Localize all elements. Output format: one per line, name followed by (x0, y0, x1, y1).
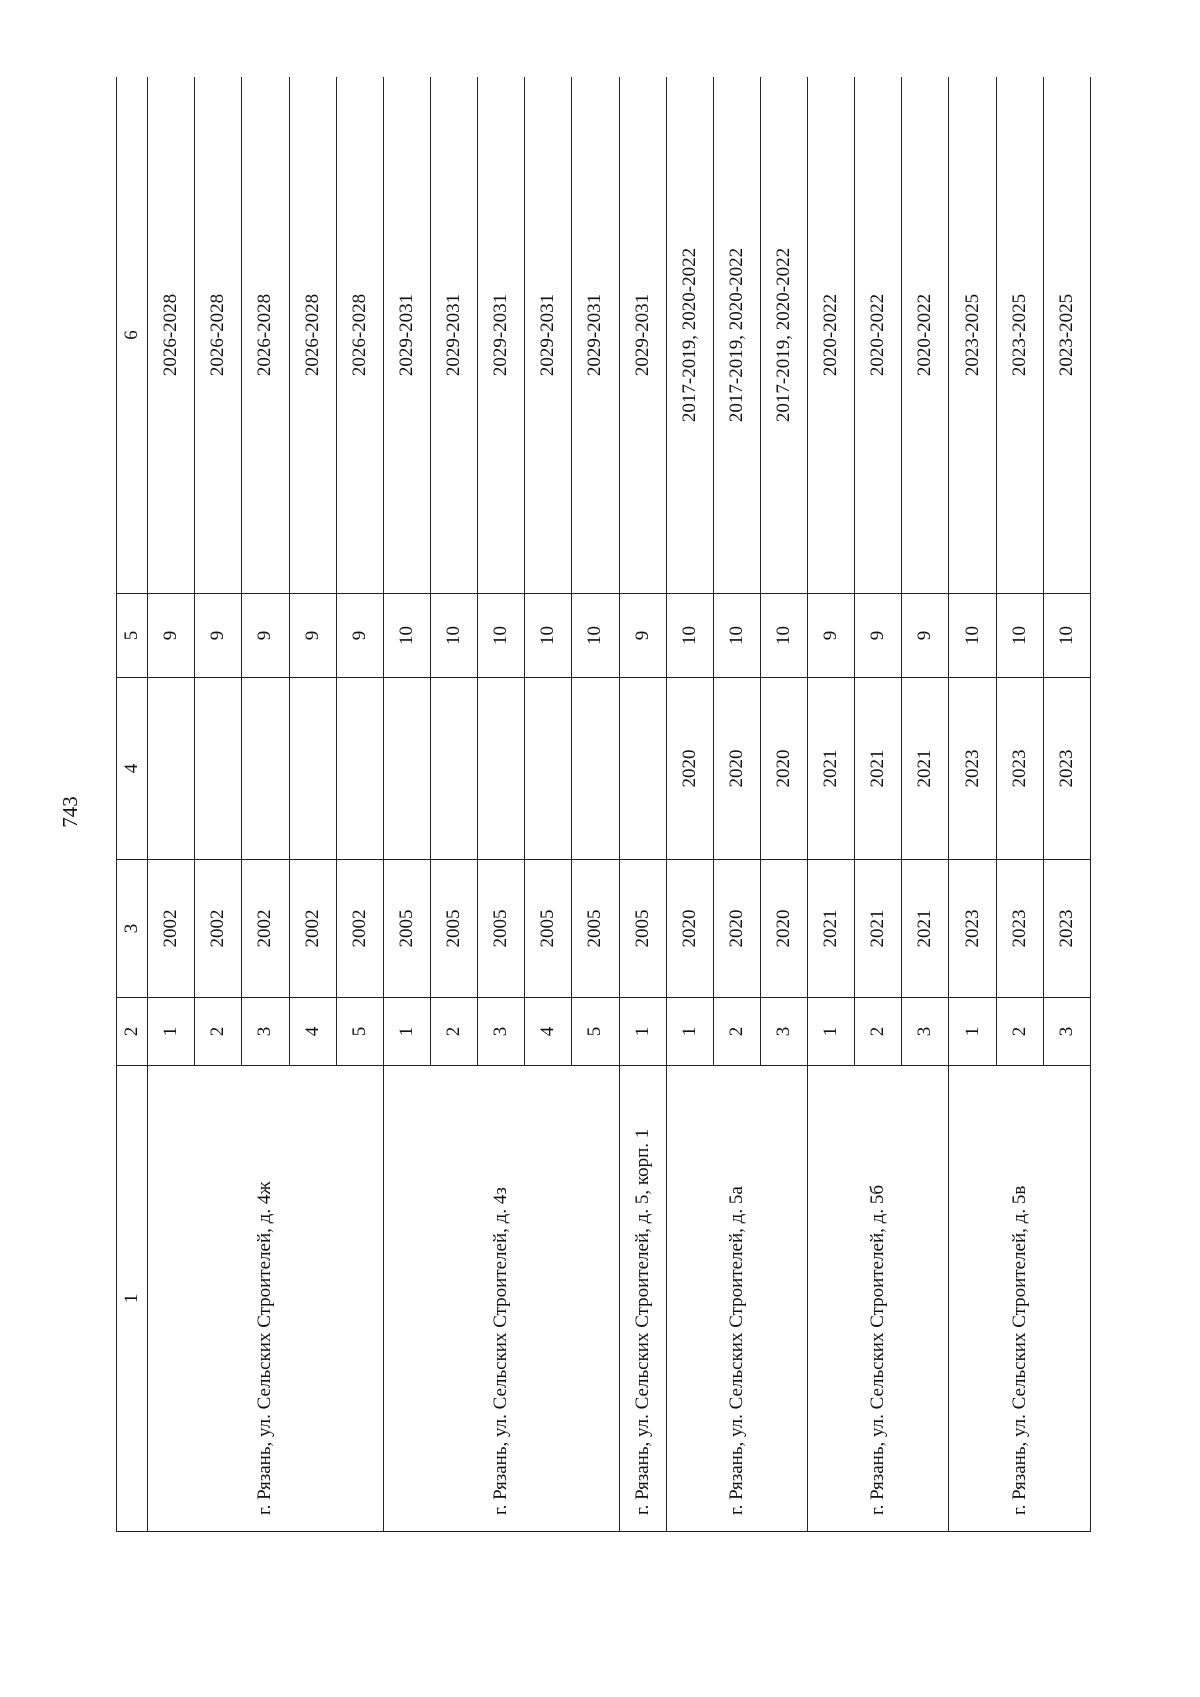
cell-col-3: 2021 (808, 860, 855, 998)
cell-col-3: 2021 (855, 860, 902, 998)
cell-col-4: 2023 (996, 678, 1043, 860)
page-number: 743 (58, 796, 82, 828)
cell-col-4 (242, 678, 289, 860)
cell-col-4: 2021 (855, 678, 902, 860)
cell-col-5: 9 (902, 594, 949, 678)
cell-col-5: 10 (572, 594, 619, 678)
cell-col-6: 2020-2022 (902, 77, 949, 594)
cell-col-4: 2021 (902, 678, 949, 860)
table-row (949, 77, 996, 1532)
address-cell: г. Рязань, ул. Сельских Строителей, д. 5а (666, 1066, 807, 1532)
cell-col-6: 2029-2031 (619, 77, 666, 594)
cell-col-6: 2023-2025 (949, 77, 996, 594)
cell-col-5: 10 (1043, 594, 1090, 678)
cell-col-3: 2020 (713, 860, 760, 998)
address-cell: г. Рязань, ул. Сельских Строителей, д. 5в (949, 1066, 1091, 1532)
address-cell: г. Рязань, ул. Сельских Строителей, д. 5б (808, 1066, 949, 1532)
cell-col-5: 9 (855, 594, 902, 678)
cell-col-4 (148, 678, 195, 860)
cell-col-4 (383, 678, 430, 860)
cell-col-6: 2026-2028 (195, 77, 242, 594)
cell-col-5: 10 (949, 594, 996, 678)
table-row (148, 77, 195, 1532)
cell-col-3: 2005 (478, 860, 525, 998)
cell-col-3: 2005 (572, 860, 619, 998)
cell-col-5: 10 (383, 594, 430, 678)
cell-col-2: 3 (902, 998, 949, 1066)
cell-col-4: 2020 (666, 678, 713, 860)
cell-col-3: 2023 (996, 860, 1043, 998)
column-number-4: 4 (117, 678, 148, 860)
cell-col-2: 5 (572, 998, 619, 1066)
cell-col-6: 2029-2031 (383, 77, 430, 594)
column-number-1: 1 (117, 1066, 148, 1532)
cell-col-3: 2023 (1043, 860, 1090, 998)
cell-col-4: 2023 (1043, 678, 1090, 860)
table-row (808, 77, 855, 1532)
cell-col-2: 1 (666, 998, 713, 1066)
address-cell: г. Рязань, ул. Сельских Строителей, д. 4ж (148, 1066, 384, 1532)
cell-col-2: 5 (336, 998, 383, 1066)
cell-col-2: 2 (713, 998, 760, 1066)
cell-col-4: 2020 (760, 678, 807, 860)
cell-col-5: 9 (242, 594, 289, 678)
cell-col-2: 1 (949, 998, 996, 1066)
cell-col-6: 2026-2028 (289, 77, 336, 594)
cell-col-5: 9 (619, 594, 666, 678)
cell-col-2: 1 (148, 998, 195, 1066)
cell-col-4 (336, 678, 383, 860)
cell-col-5: 10 (760, 594, 807, 678)
address-cell: г. Рязань, ул. Сельских Строителей, д. 5, корп. 1 (619, 1066, 666, 1532)
cell-col-4 (619, 678, 666, 860)
cell-col-5: 10 (666, 594, 713, 678)
cell-col-3: 2005 (430, 860, 477, 998)
address-cell: г. Рязань, ул. Сельских Строителей, д. 4з (383, 1066, 619, 1532)
cell-col-4: 2023 (949, 678, 996, 860)
cell-col-4 (195, 678, 242, 860)
cell-col-4 (525, 678, 572, 860)
cell-col-6: 2017-2019, 2020-2022 (713, 77, 760, 594)
cell-col-2: 1 (808, 998, 855, 1066)
cell-col-2: 2 (430, 998, 477, 1066)
cell-col-6: 2017-2019, 2020-2022 (760, 77, 807, 594)
column-number-6: 6 (117, 77, 148, 594)
cell-col-5: 10 (478, 594, 525, 678)
cell-col-5: 9 (808, 594, 855, 678)
table-row (666, 77, 713, 1532)
cell-col-2: 1 (383, 998, 430, 1066)
cell-col-5: 9 (336, 594, 383, 678)
cell-col-6: 2023-2025 (996, 77, 1043, 594)
cell-col-3: 2020 (666, 860, 713, 998)
cell-col-3: 2023 (949, 860, 996, 998)
cell-col-5: 9 (289, 594, 336, 678)
column-number-5: 5 (117, 594, 148, 678)
cell-col-2: 2 (855, 998, 902, 1066)
cell-col-2: 4 (289, 998, 336, 1066)
cell-col-5: 9 (148, 594, 195, 678)
cell-col-5: 10 (525, 594, 572, 678)
cell-col-6: 2026-2028 (336, 77, 383, 594)
cell-col-5: 10 (996, 594, 1043, 678)
table-row (619, 77, 666, 1532)
cell-col-3: 2005 (525, 860, 572, 998)
cell-col-3: 2020 (760, 860, 807, 998)
cell-col-6: 2029-2031 (525, 77, 572, 594)
cell-col-2: 3 (478, 998, 525, 1066)
cell-col-6: 2026-2028 (242, 77, 289, 594)
cell-col-2: 1 (619, 998, 666, 1066)
cell-col-6: 2029-2031 (430, 77, 477, 594)
cell-col-2: 2 (195, 998, 242, 1066)
cell-col-4 (289, 678, 336, 860)
cell-col-6: 2020-2022 (808, 77, 855, 594)
cell-col-4 (478, 678, 525, 860)
table-row (383, 77, 430, 1532)
cell-col-3: 2002 (336, 860, 383, 998)
cell-col-3: 2021 (902, 860, 949, 998)
cell-col-5: 9 (195, 594, 242, 678)
cell-col-3: 2002 (195, 860, 242, 998)
cell-col-2: 3 (760, 998, 807, 1066)
cell-col-4: 2020 (713, 678, 760, 860)
schedule-table (116, 77, 1091, 1532)
cell-col-6: 2026-2028 (148, 77, 195, 594)
cell-col-4 (572, 678, 619, 860)
cell-col-6: 2023-2025 (1043, 77, 1090, 594)
cell-col-3: 2002 (242, 860, 289, 998)
cell-col-2: 3 (242, 998, 289, 1066)
table-body (117, 77, 1091, 1532)
header-row (117, 77, 148, 1532)
cell-col-6: 2029-2031 (478, 77, 525, 594)
cell-col-4 (430, 678, 477, 860)
cell-col-2: 2 (996, 998, 1043, 1066)
cell-col-2: 3 (1043, 998, 1090, 1066)
cell-col-6: 2029-2031 (572, 77, 619, 594)
column-number-2: 2 (117, 998, 148, 1066)
cell-col-3: 2005 (383, 860, 430, 998)
cell-col-5: 10 (713, 594, 760, 678)
cell-col-6: 2017-2019, 2020-2022 (666, 77, 713, 594)
cell-col-5: 10 (430, 594, 477, 678)
cell-col-3: 2002 (148, 860, 195, 998)
cell-col-2: 4 (525, 998, 572, 1066)
cell-col-3: 2002 (289, 860, 336, 998)
cell-col-4: 2021 (808, 678, 855, 860)
column-number-3: 3 (117, 860, 148, 998)
rotated-table-area (116, 77, 1091, 1532)
cell-col-6: 2020-2022 (855, 77, 902, 594)
cell-col-3: 2005 (619, 860, 666, 998)
